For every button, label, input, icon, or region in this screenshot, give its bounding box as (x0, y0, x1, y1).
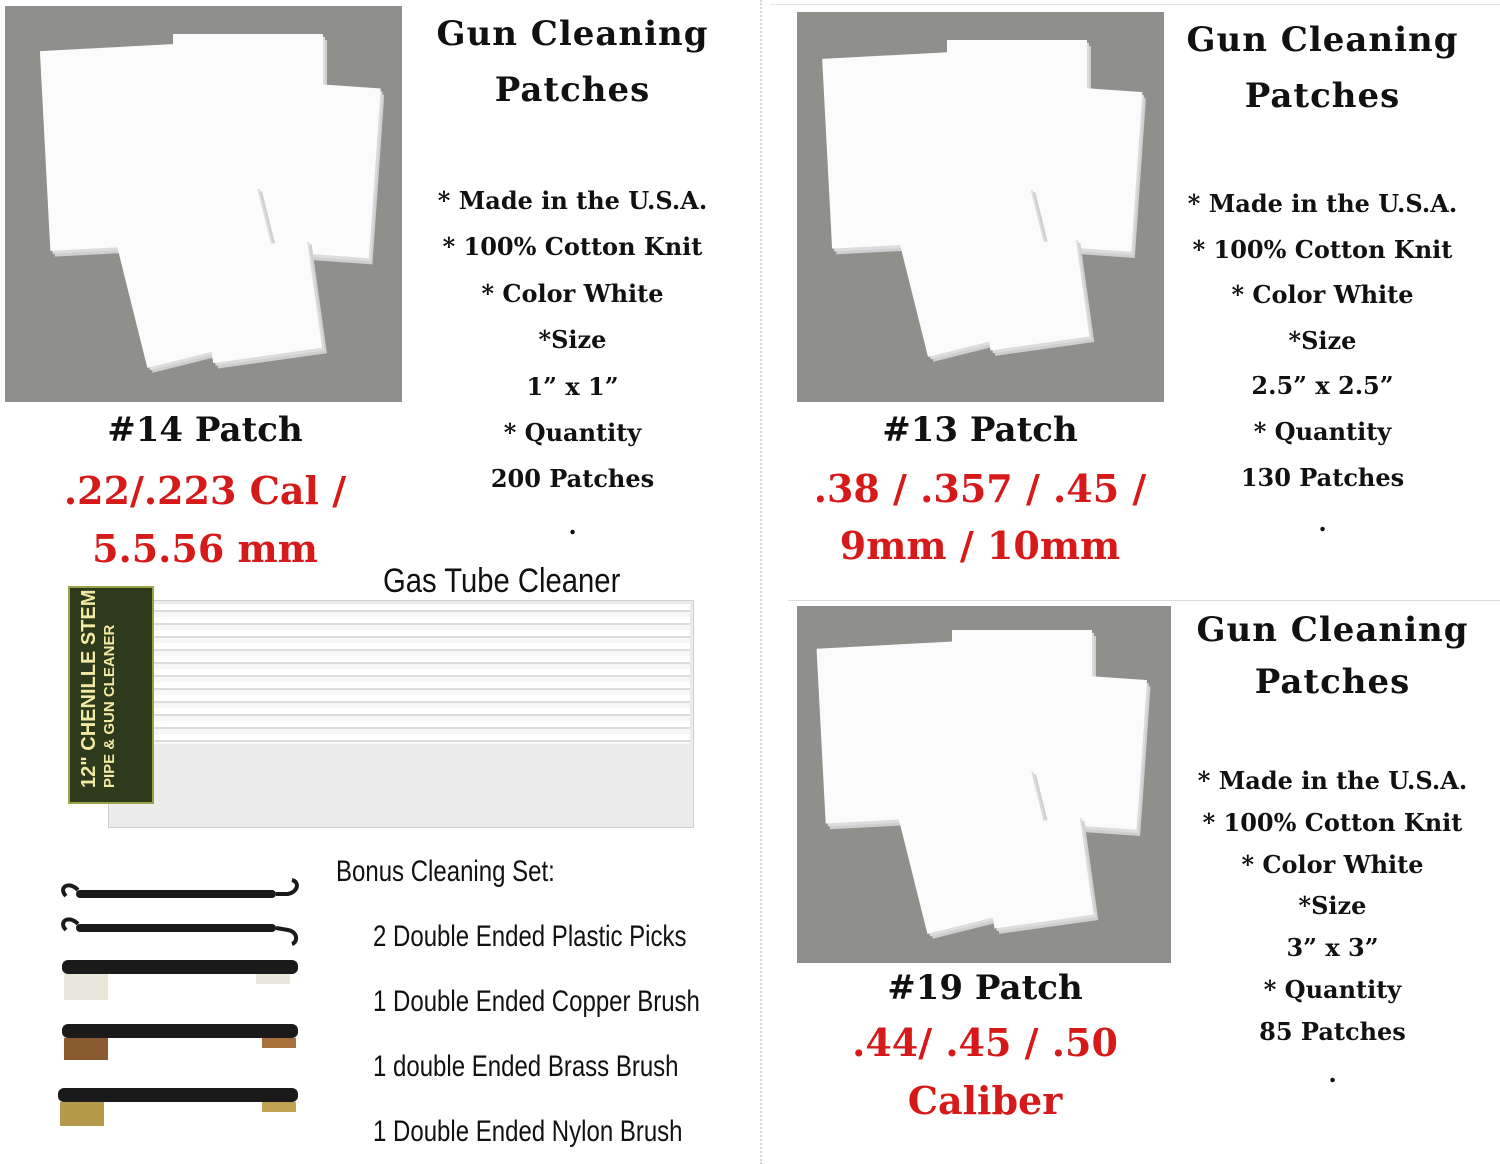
chenille-stems (150, 604, 690, 744)
spec-line: 200 Patches (490, 464, 655, 494)
patch-13-caliber-line1: .38 / .357 / .45 / (813, 466, 1147, 511)
gas-tube-label: Gas Tube Cleaner (383, 562, 621, 600)
patch-14-name: #14 Patch (107, 410, 303, 450)
title-line: Gun Cleaning (436, 14, 709, 54)
patch-13-specs (1170, 181, 1475, 546)
spec-line: 2.5” x 2.5” (1251, 371, 1394, 401)
patch-19-caliber-line1: .44/ .45 / .50 (852, 1020, 1118, 1065)
title-line: Patches (1244, 76, 1401, 116)
patch-14-title (410, 6, 735, 118)
horizontal-divider (788, 600, 1500, 601)
patch-19-caliber-line2: Caliber (907, 1078, 1063, 1123)
spec-line: * Quantity (1263, 974, 1402, 1004)
cleaning-tools-photo (56, 878, 306, 1148)
spec-line: 3” x 3” (1286, 933, 1379, 963)
patch-19-title (1180, 604, 1485, 708)
title-line: Patches (1254, 662, 1411, 702)
package-text-line: PIPE & GUN CLEANER (101, 624, 118, 788)
spec-line: * Made in the U.S.A. (1197, 766, 1468, 795)
copper-brush-icon (56, 1020, 306, 1070)
patch-13-name: #13 Patch (882, 410, 1078, 450)
patch-19-photo (797, 606, 1171, 963)
patch-14-caliber-line2: 5.5.56 mm (92, 526, 318, 571)
brass-brush-icon (56, 1084, 306, 1134)
spec-line: * 100% Cotton Knit (1192, 234, 1453, 264)
spec-line: * 100% Cotton Knit (1202, 807, 1463, 837)
spec-line: . (1318, 508, 1327, 538)
spec-line: *Size (538, 325, 607, 355)
bonus-item: 1 double Ended Brass Brush (373, 1050, 679, 1083)
spec-line: * Color White (481, 278, 664, 308)
spec-line: * Color White (1241, 849, 1424, 879)
spec-line: 1” x 1” (526, 371, 619, 401)
spec-line: . (568, 510, 577, 540)
spec-line: 85 Patches (1259, 1016, 1406, 1046)
patch-14-photo (5, 6, 402, 402)
package-text-line: 12" CHENILLE STEM (78, 589, 100, 788)
plastic-picks-icon (56, 878, 306, 958)
spec-line: *Size (1298, 891, 1367, 921)
title-line: Gun Cleaning (1186, 20, 1459, 60)
package-card (68, 586, 154, 804)
spec-line: * Color White (1231, 280, 1414, 310)
patch-13-caliber-line2: 9mm / 10mm (839, 523, 1121, 568)
bonus-item: 2 Double Ended Plastic Picks (373, 920, 687, 953)
patch-13-title (1170, 12, 1475, 124)
top-divider (770, 4, 1500, 5)
patch-14-specs (410, 178, 735, 549)
bonus-heading: Bonus Cleaning Set: (336, 855, 555, 888)
package-card-text (78, 590, 118, 788)
patch-14-caliber-line1: .22/.223 Cal / (63, 468, 347, 513)
patch-19-name: #19 Patch (887, 968, 1083, 1008)
vertical-divider (760, 0, 762, 1164)
nylon-brush-icon (56, 956, 306, 1006)
bonus-item: 1 Double Ended Nylon Brush (373, 1115, 683, 1148)
spec-line: * Quantity (1253, 416, 1392, 446)
title-line: Patches (494, 70, 651, 110)
spec-line: * Quantity (503, 418, 642, 448)
gas-tube-package-photo (68, 586, 692, 826)
spec-line: * Made in the U.S.A. (1187, 189, 1458, 218)
patch-13-photo (797, 12, 1164, 402)
spec-line: *Size (1288, 325, 1357, 355)
spec-line: * Made in the U.S.A. (437, 186, 708, 215)
patch-19-specs (1180, 760, 1485, 1094)
title-line: Gun Cleaning (1196, 610, 1469, 650)
spec-line: 130 Patches (1240, 462, 1405, 492)
spec-line: . (1328, 1058, 1337, 1088)
spec-line: * 100% Cotton Knit (442, 232, 703, 262)
bonus-item: 1 Double Ended Copper Brush (373, 985, 700, 1018)
